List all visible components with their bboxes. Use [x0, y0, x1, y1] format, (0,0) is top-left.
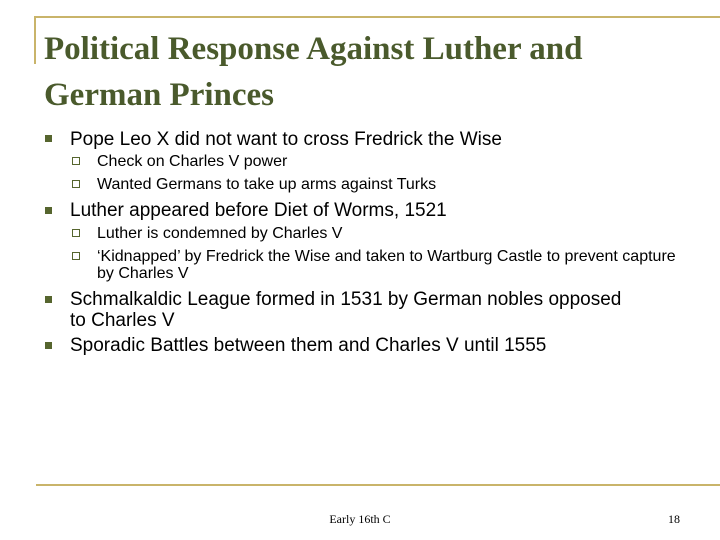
slide-title: Political Response Against Luther and German Princes	[44, 31, 583, 113]
hollow-square-bullet-icon	[72, 229, 80, 237]
sub-bullet-point: Luther is condemned by Charles V	[97, 225, 343, 242]
sub-bullet-point: ‘Kidnapped’ by Fredrick the Wise and taken to Wartburg Castle to prevent capture by Charles V	[97, 248, 676, 282]
square-bullet-icon	[45, 207, 52, 214]
sub-bullet-point: Check on Charles V power	[97, 153, 288, 170]
left-rule	[34, 16, 36, 64]
bullet-point: Pope Leo X did not want to cross Fredrick the Wise	[70, 129, 502, 150]
hollow-square-bullet-icon	[72, 180, 80, 188]
square-bullet-icon	[45, 296, 52, 303]
square-bullet-icon	[45, 135, 52, 142]
footer-text: Early 16th C	[329, 512, 391, 526]
top-rule	[36, 16, 720, 18]
sub-bullet-point: Wanted Germans to take up arms against Turks	[97, 176, 437, 193]
bullet-point: Schmalkaldic League formed in 1531 by German nobles opposed to Charles V	[70, 289, 622, 331]
bottom-rule	[36, 484, 720, 486]
bullet-point: Luther appeared before Diet of Worms, 1521	[70, 200, 447, 221]
square-bullet-icon	[45, 342, 52, 349]
page-number: 18	[668, 512, 680, 526]
bullet-point: Sporadic Battles between them and Charles V until 1555	[70, 335, 547, 356]
hollow-square-bullet-icon	[72, 252, 80, 260]
hollow-square-bullet-icon	[72, 157, 80, 165]
